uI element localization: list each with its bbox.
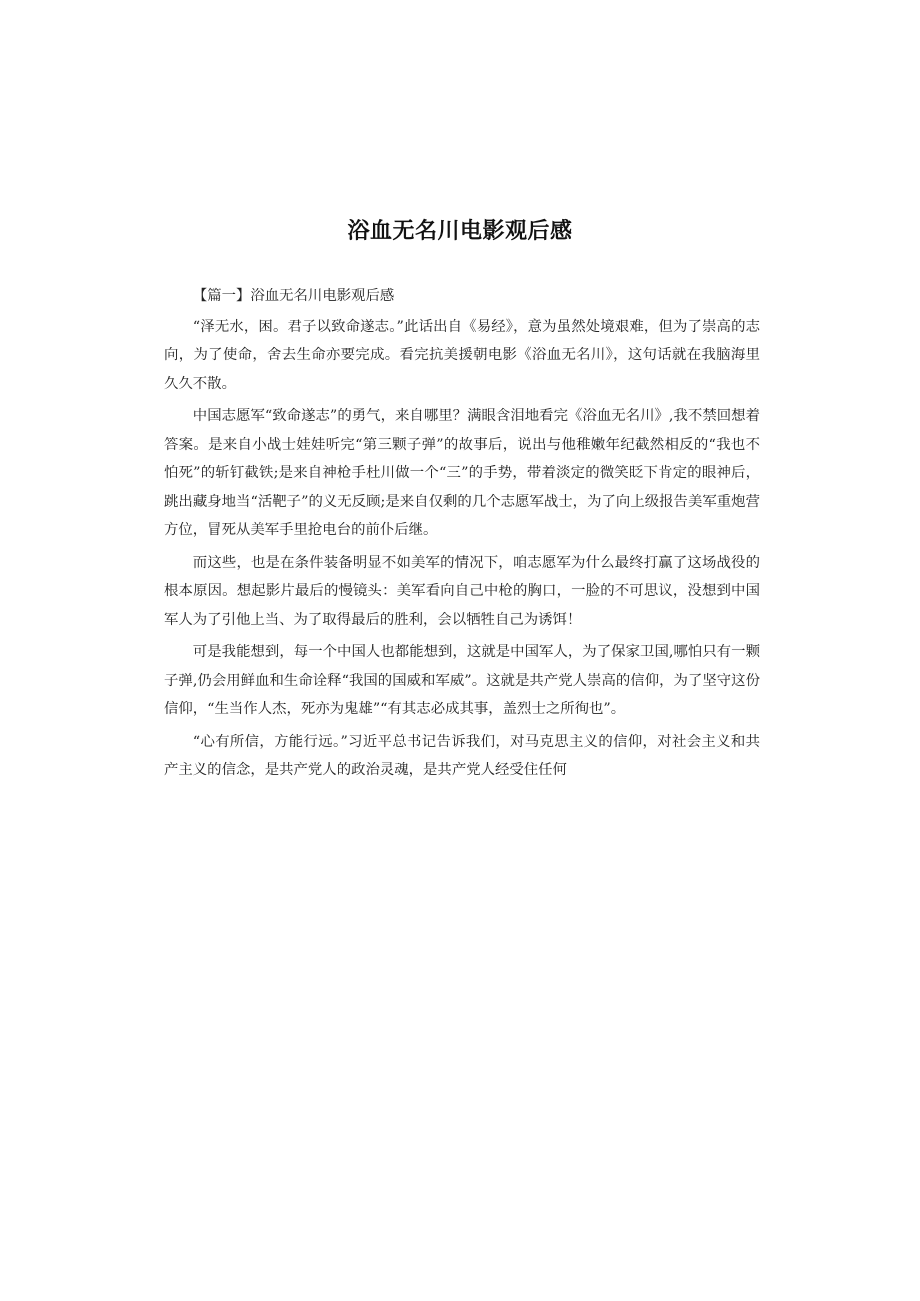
paragraph: “心有所信，方能行远。”习近平总书记告诉我们，对马克思主义的信仰，对社会主义和共产主义的信念，是共产党人的政治灵魂，是共产党人经受住任何 — [164, 733, 760, 778]
section-heading: 【篇一】浴血无名川电影观后感 — [192, 288, 395, 304]
paragraph: “泽无水，困。君子以致命遂志。”此话出自《易经》，意为虽然处境艰难，但为了崇高的志向，为了使命，舍去生命亦要完成。看完抗美援朝电影《浴血无名川》，这句话就在我脑海里久久不散。 — [164, 318, 760, 392]
document-title: 浴血无名川电影观后感 — [347, 219, 573, 244]
paragraph: 中国志愿军“致命遂志”的勇气，来自哪里？满眼含泪地看完《浴血无名川》,我不禁回想着答案。是来自小战士娃娃听完“第三颗子弹”的故事后，说出与他稚嫩年纪截然相反的“我也不怕死”的斩钉截铁;是来自神枪手杜川做一个“三”的手势，带着淡定的微笑眨下肯定的眼神后，跳出藏身地当“活靶子”的义无反顾;是来自仅剩的几个志愿军战士，为了向上级报告美军重炮营方位，冒死从美军手里抢电台的前仆后继。 — [164, 408, 760, 538]
document-body — [164, 282, 760, 789]
paragraph: 而这些，也是在条件装备明显不如美军的情况下，咱志愿军为什么最终打赢了这场战役的根本原因。想起影片最后的慢镜头：美军看向自己中枪的胸口，一脸的不可思议，没想到中国军人为了引他上当、为了取得最后的胜利，会以牺牲自己为诱饵！ — [164, 554, 760, 628]
paragraph: 可是我能想到，每一个中国人也都能想到，这就是中国军人，为了保家卫国,哪怕只有一颗子弹,仍会用鲜血和生命诠释“我国的国威和军威”。这就是共产党人崇高的信仰，为了坚守这份信仰，“生当作人杰，死亦为鬼雄”“有其志必成其事，盖烈士之所徇也”。 — [164, 644, 760, 717]
